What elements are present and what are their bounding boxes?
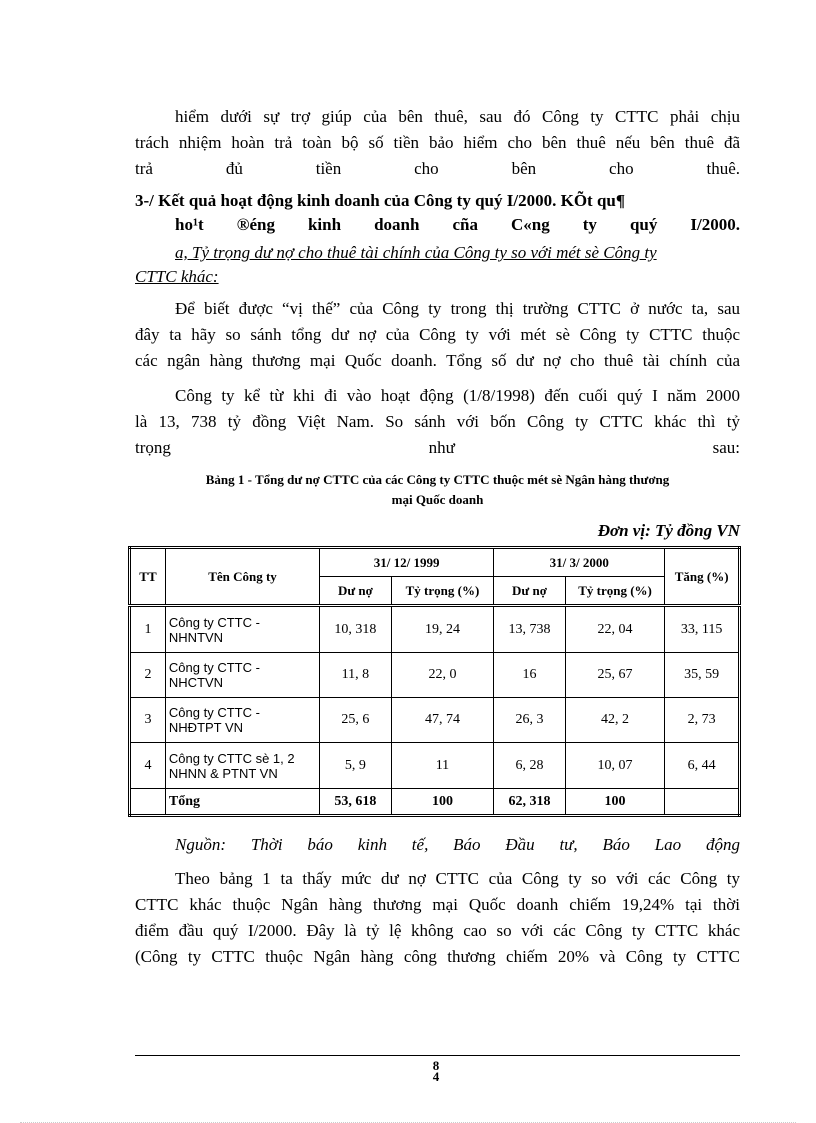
para4-line2: CTTC khác thuộc Ngân hàng thương mại Quốc doanh chiếm 19,24% tại thời: [135, 895, 740, 914]
total-share-1999: 100: [391, 789, 493, 816]
row-share-1999: 22, 0: [391, 653, 493, 698]
header-debt-1999: Dư nợ: [320, 577, 392, 606]
row-share-1999: 47, 74: [391, 698, 493, 743]
row-debt-2000: 26, 3: [494, 698, 566, 743]
row-company-name: Công ty CTTC - NHNTVN: [165, 606, 319, 653]
para3-line1: Công ty kể từ khi đi vào hoạt động (1/8/1998) đến cuối quý I năm 2000: [175, 386, 740, 405]
para1-line1: hiểm dưới sự trợ giúp của bên thuê, sau đó Công ty CTTC phải chịu: [175, 107, 740, 126]
header-company: Tên Công ty: [165, 548, 319, 606]
section-heading-line1: 3-/ Kết quả hoạt động kinh doanh của Công ty quý I/2000. KÕt qu¶: [135, 191, 626, 210]
header-debt-2000: Dư nợ: [494, 577, 566, 606]
para4-line3: điểm đầu quý I/2000. Đây là tỷ lệ không cao so với các Công ty CTTC khác: [135, 921, 740, 940]
para1-line2: trách nhiệm hoàn trả toàn bộ số tiền bảo hiểm cho bên thuê nếu bên thuê đã: [135, 133, 740, 152]
row-share-1999: 19, 24: [391, 606, 493, 653]
row-company-name: Công ty CTTC - NHĐTPT VN: [165, 698, 319, 743]
total-debt-2000: 62, 318: [494, 789, 566, 816]
para4-line4: (Công ty CTTC thuộc Ngân hàng công thương chiếm 20% và Công ty CTTC: [135, 947, 740, 966]
page-number: [426, 1060, 446, 1082]
row-debt-2000: 13, 738: [494, 606, 566, 653]
row-growth: 35, 59: [665, 653, 740, 698]
header-share-1999: Tỷ trọng (%): [391, 577, 493, 606]
unit-label: Đơn vị: Tỷ đồng VN: [597, 521, 740, 540]
subheading-line1: a, Tỷ trọng dư nợ cho thuê tài chính của Công ty so với mét sè Công ty: [175, 243, 657, 262]
table-row: [130, 743, 740, 789]
section-heading-line2: ho¹t ®éng kinh doanh cña C«ng ty quý I/2000.: [175, 215, 740, 234]
para3-line3: trọng như sau:: [135, 438, 740, 457]
header-period-2000: 31/ 3/ 2000: [494, 548, 665, 577]
row-share-2000: 22, 04: [565, 606, 664, 653]
header-share-2000: Tỷ trọng (%): [565, 577, 664, 606]
row-growth: 2, 73: [665, 698, 740, 743]
table-total-row: [130, 789, 740, 816]
table-caption-line1: Bảng 1 - Tổng dư nợ CTTC của các Công ty CTTC thuộc mét sè Ngân hàng thương: [205, 472, 670, 487]
row-tt: 2: [130, 653, 166, 698]
table-row: [130, 606, 740, 653]
subheading-line2: CTTC khác:: [135, 267, 219, 286]
row-company-name: Công ty CTTC - NHCTVN: [165, 653, 319, 698]
footer-divider: [135, 1055, 740, 1056]
header-period-1999: 31/ 12/ 1999: [320, 548, 494, 577]
row-share-2000: 42, 2: [565, 698, 664, 743]
total-share-2000: 100: [565, 789, 664, 816]
total-debt-1999: 53, 618: [320, 789, 392, 816]
para1-line3: trả đủ tiền cho bên cho thuê.: [135, 159, 740, 178]
row-debt-1999: 25, 6: [320, 698, 392, 743]
page-number-top: 8: [432, 1058, 440, 1073]
row-share-2000: 10, 07: [565, 743, 664, 789]
table-row: [130, 653, 740, 698]
row-company-name: Công ty CTTC sè 1, 2 NHNN & PTNT VN: [165, 743, 319, 789]
header-tt: TT: [130, 548, 166, 606]
para2-line1: Để biết được “vị thế” của Công ty trong thị trường CTTC ở nước ta, sau: [175, 299, 740, 318]
row-debt-1999: 5, 9: [320, 743, 392, 789]
para4-line1: Theo bảng 1 ta thấy mức dư nợ CTTC của Công ty so với các Công ty: [175, 869, 740, 888]
row-growth: 33, 115: [665, 606, 740, 653]
row-share-2000: 25, 67: [565, 653, 664, 698]
row-debt-1999: 11, 8: [320, 653, 392, 698]
row-tt: 4: [130, 743, 166, 789]
para2-line3: các ngân hàng thương mại Quốc doanh. Tổng số dư nợ cho thuê tài chính của: [135, 351, 740, 370]
source-note: Nguồn: Thời báo kinh tế, Báo Đầu tư, Báo Lao động: [175, 835, 740, 854]
row-debt-1999: 10, 318: [320, 606, 392, 653]
para2-line2: đây ta hãy so sánh tổng dư nợ của Công ty với mét sè Công ty CTTC thuộc: [135, 325, 740, 344]
para3-line2: là 13, 738 tỷ đồng Việt Nam. So sánh với bốn Công ty CTTC khác thì tỷ: [135, 412, 740, 431]
row-tt: 3: [130, 698, 166, 743]
row-growth: 6, 44: [665, 743, 740, 789]
table-header-row: [130, 548, 740, 577]
total-growth: [665, 789, 740, 816]
row-debt-2000: 16: [494, 653, 566, 698]
debt-comparison-table: [128, 546, 741, 817]
row-tt: 1: [130, 606, 166, 653]
table-caption-line2: mại Quốc doanh: [391, 492, 484, 507]
row-share-1999: 11: [391, 743, 493, 789]
total-tt: [130, 789, 166, 816]
row-debt-2000: 6, 28: [494, 743, 566, 789]
total-label: Tổng: [165, 789, 319, 816]
table-row: [130, 698, 740, 743]
page-number-bottom: 4: [432, 1069, 440, 1084]
header-growth: Tăng (%): [665, 548, 740, 606]
